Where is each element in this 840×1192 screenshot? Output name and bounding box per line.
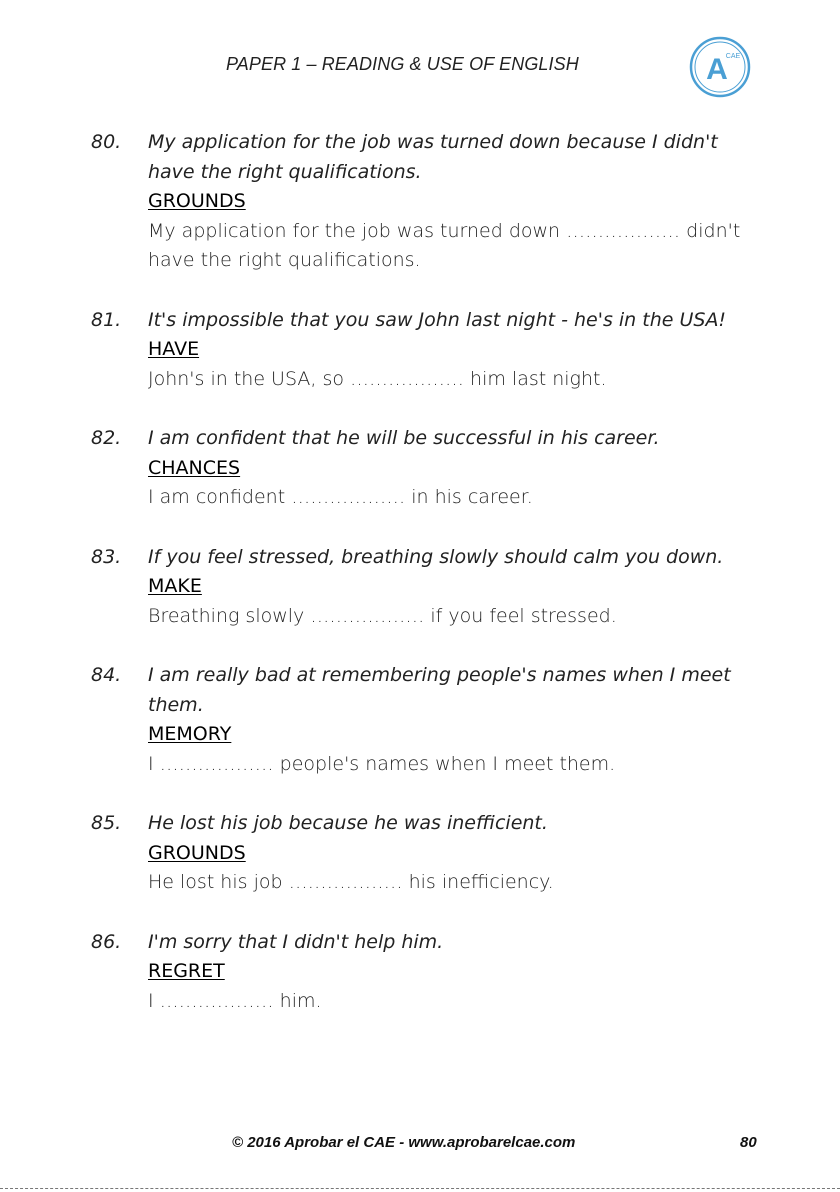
keyword: CHANCES: [148, 456, 241, 479]
exercise-item: [0, 928, 840, 1017]
transformation-sentence: My application for the job was turned down ……………… didn't have the right qualifications.: [148, 219, 741, 271]
transformation-sentence: Breathing slowly ……………… if you feel stressed.: [148, 604, 617, 627]
transformation-sentence: I ……………… people's names when I meet them.: [148, 752, 616, 775]
keyword: MAKE: [148, 575, 202, 597]
exercise-item: [0, 661, 840, 779]
aprobar-cae-logo: [688, 35, 752, 99]
item-number: 81.: [91, 308, 122, 331]
exercise-item: [0, 306, 840, 395]
original-sentence: He lost his job because he was inefficient.: [148, 812, 548, 834]
transformation-sentence: I am confident ……………… in his career.: [148, 486, 533, 508]
logo-letter: A: [706, 53, 728, 86]
exercise-item: [0, 128, 840, 276]
transformation-sentence: He lost his job ……………… his inefficiency.: [148, 871, 554, 893]
item-number: 86.: [91, 930, 122, 953]
page-number: 80: [740, 1134, 757, 1151]
transformation-sentence: I ……………… him.: [148, 989, 322, 1012]
keyword: GROUNDS: [148, 841, 246, 864]
logo-caption: CAE: [725, 53, 741, 60]
original-sentence: If you feel stressed, breathing slowly should calm you down.: [148, 545, 724, 568]
transformation-sentence: John's in the USA, so ……………… him last night.: [148, 367, 607, 390]
item-number: 84.: [91, 664, 122, 686]
exercise-item: [0, 543, 840, 632]
keyword: MEMORY: [148, 723, 232, 745]
original-sentence: My application for the job was turned down because I didn't have the right qualifications.: [148, 131, 718, 183]
original-sentence: I am confident that he will be successful in his career.: [148, 427, 660, 449]
page-bottom-divider: [0, 1188, 840, 1189]
keyword: REGRET: [148, 960, 225, 982]
item-number: 82.: [91, 427, 122, 449]
item-number: 83.: [91, 545, 122, 568]
keyword: HAVE: [148, 338, 200, 360]
exercise-item: [0, 809, 840, 898]
original-sentence: I am really bad at remembering people's names when I meet them.: [148, 664, 731, 716]
footer-copyright: © 2016 Aprobar el CAE - www.aprobarelcae.com: [232, 1134, 576, 1151]
item-number: 80.: [91, 131, 122, 153]
original-sentence: It's impossible that you saw John last night - he's in the USA!: [148, 308, 727, 331]
original-sentence: I'm sorry that I didn't help him.: [148, 930, 444, 953]
exercise-item: [0, 424, 840, 513]
item-number: 85.: [91, 812, 122, 834]
page-header-title: PAPER 1 – READING & USE OF ENGLISH: [226, 54, 579, 74]
keyword: GROUNDS: [148, 190, 246, 212]
exercise-list: [0, 128, 840, 1046]
